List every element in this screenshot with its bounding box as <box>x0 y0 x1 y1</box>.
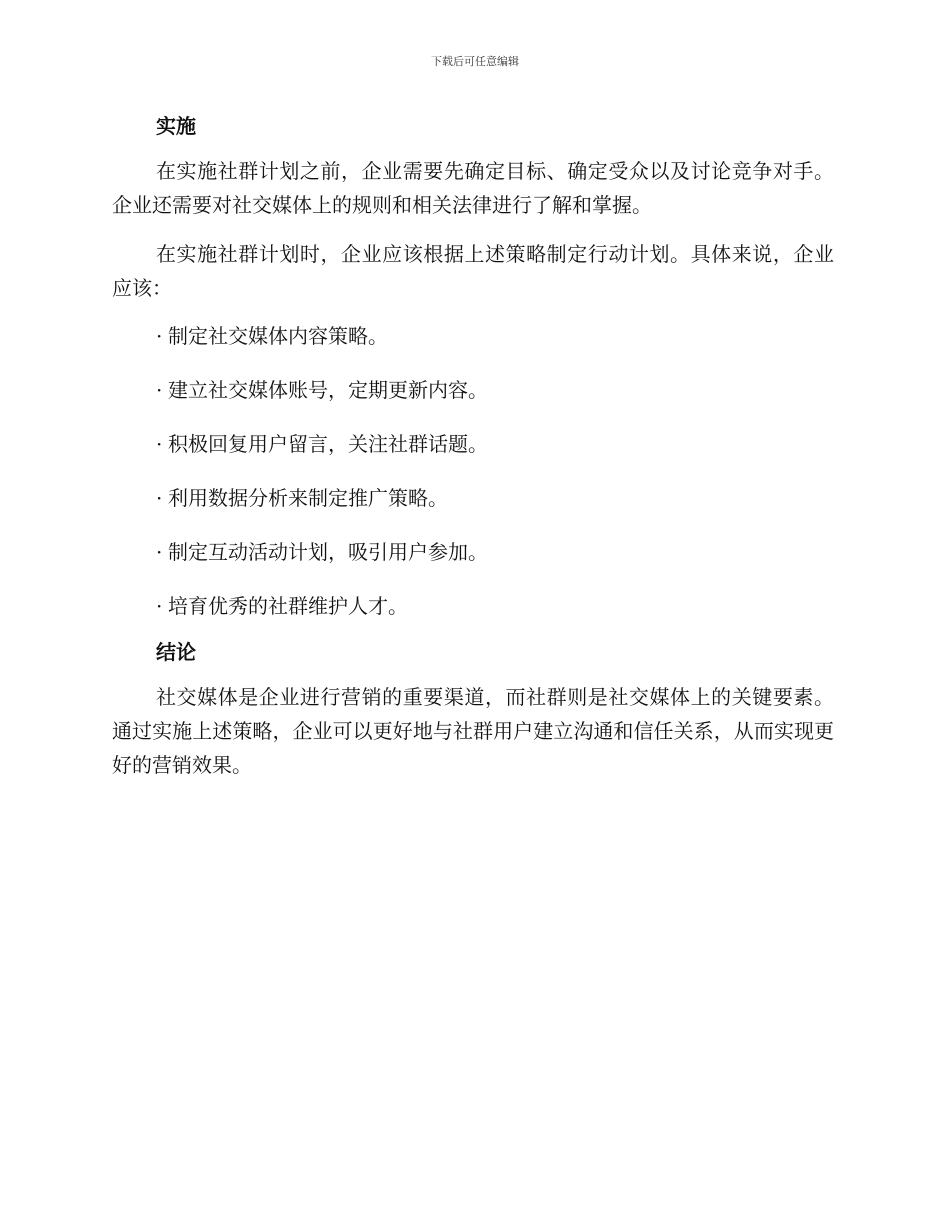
paragraph: 社交媒体是企业进行营销的重要渠道，而社群则是社交媒体上的关键要素。通过实施上述策略，企业可以更好地与社群用户建立沟通和信任关系，从而实现更好的营销效果。 <box>112 685 834 777</box>
list-item-text: 制定社交媒体内容策略。 <box>168 324 388 348</box>
list-item-text: 培育优秀的社群维护人才。 <box>168 594 408 618</box>
list-item-text: 利用数据分析来制定推广策略。 <box>168 486 448 510</box>
paragraph: 在实施社群计划之前，企业需要先确定目标、确定受众以及讨论竞争对手。企业还需要对社交媒体上的规则和相关法律进行了解和掌握。 <box>112 159 834 217</box>
bullet-icon: · <box>156 378 163 402</box>
page-header: 下载后可任意编辑 <box>431 55 519 68</box>
bullet-icon: · <box>156 540 163 564</box>
list-item-text: 积极回复用户留言，关注社群话题。 <box>168 432 488 456</box>
section-heading-implementation: 实施 <box>156 114 196 138</box>
document-body <box>112 110 834 797</box>
list-item <box>112 536 834 568</box>
list-item <box>112 590 834 622</box>
list-item <box>112 374 834 406</box>
bullet-icon: · <box>156 324 163 348</box>
list-item-text: 制定互动活动计划，吸引用户参加。 <box>168 540 488 564</box>
bullet-icon: · <box>156 432 163 456</box>
bullet-icon: · <box>156 594 163 618</box>
section-heading-conclusion: 结论 <box>156 640 196 664</box>
bullet-icon: · <box>156 486 163 510</box>
list-item <box>112 482 834 514</box>
list-item-text: 建立社交媒体账号，定期更新内容。 <box>168 378 488 402</box>
list-item <box>112 428 834 460</box>
paragraph: 在实施社群计划时，企业应该根据上述策略制定行动计划。具体来说，企业应该： <box>112 242 834 300</box>
list-item <box>112 320 834 352</box>
